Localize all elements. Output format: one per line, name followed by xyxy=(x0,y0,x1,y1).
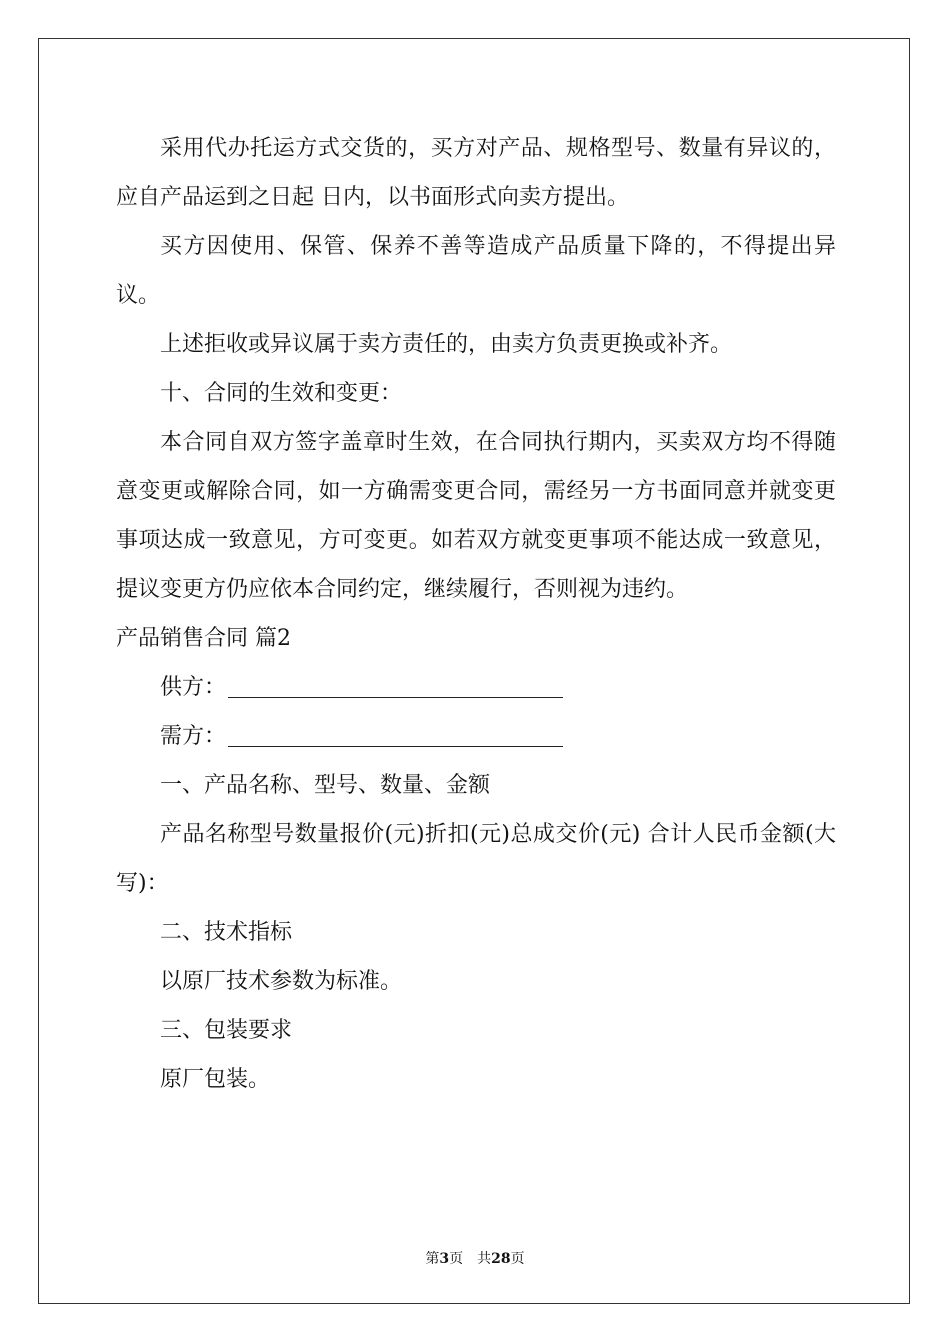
clause-heading-effect-change: 十、合同的生效和变更： xyxy=(160,381,403,406)
item-heading-tech: 二、技术指标 xyxy=(160,920,293,945)
footer-page-suffix: 页 xyxy=(449,1251,464,1267)
supplier-label: 供方： xyxy=(160,675,227,700)
item-tech-standard: 以原厂技术参数为标准。 xyxy=(160,969,403,994)
supplier-field xyxy=(116,663,836,712)
paragraph-delivery-objection: 采用代办托运方式交货的，买方对产品、规格型号、数量有异议的，应自产品运到之日起 日内，以书面形式向卖方提出。 xyxy=(116,136,836,210)
footer-total-prefix: 共 xyxy=(477,1251,492,1267)
item-heading-packaging: 三、包装要求 xyxy=(160,1018,293,1043)
section-title: 产品销售合同 篇2 xyxy=(116,626,291,651)
buyer-field xyxy=(116,712,836,761)
page-footer xyxy=(0,1248,950,1268)
buyer-label: 需方： xyxy=(160,724,227,749)
footer-page-number: 3 xyxy=(439,1251,450,1267)
footer-total-suffix: 页 xyxy=(510,1251,525,1267)
supplier-blank-line xyxy=(228,675,563,698)
document-body xyxy=(116,124,836,1104)
item-product-columns: 产品名称型号数量报价(元)折扣(元)总成交价(元) 合计人民币金额(大写)： xyxy=(116,822,836,896)
footer-total-number: 28 xyxy=(491,1251,511,1267)
item-heading-product: 一、产品名称、型号、数量、金额 xyxy=(160,773,491,798)
paragraph-buyer-misuse: 买方因使用、保管、保养不善等造成产品质量下降的，不得提出异议。 xyxy=(116,234,836,308)
paragraph-effect-change: 本合同自双方签字盖章时生效，在合同执行期内，买卖双方均不得随意变更或解除合同，如一方确需变更合同，需经另一方书面同意并就变更事项达成一致意见，方可变更。如若双方就变更事项不能达成一致意见，提议变更方仍应依本合同约定，继续履行，否则视为违约。 xyxy=(116,430,836,602)
buyer-blank-line xyxy=(228,724,563,747)
paragraph-seller-responsibility: 上述拒收或异议属于卖方责任的，由卖方负责更换或补齐。 xyxy=(160,332,733,357)
item-packaging: 原厂包装。 xyxy=(160,1067,271,1092)
footer-page-prefix: 第 xyxy=(425,1251,440,1267)
